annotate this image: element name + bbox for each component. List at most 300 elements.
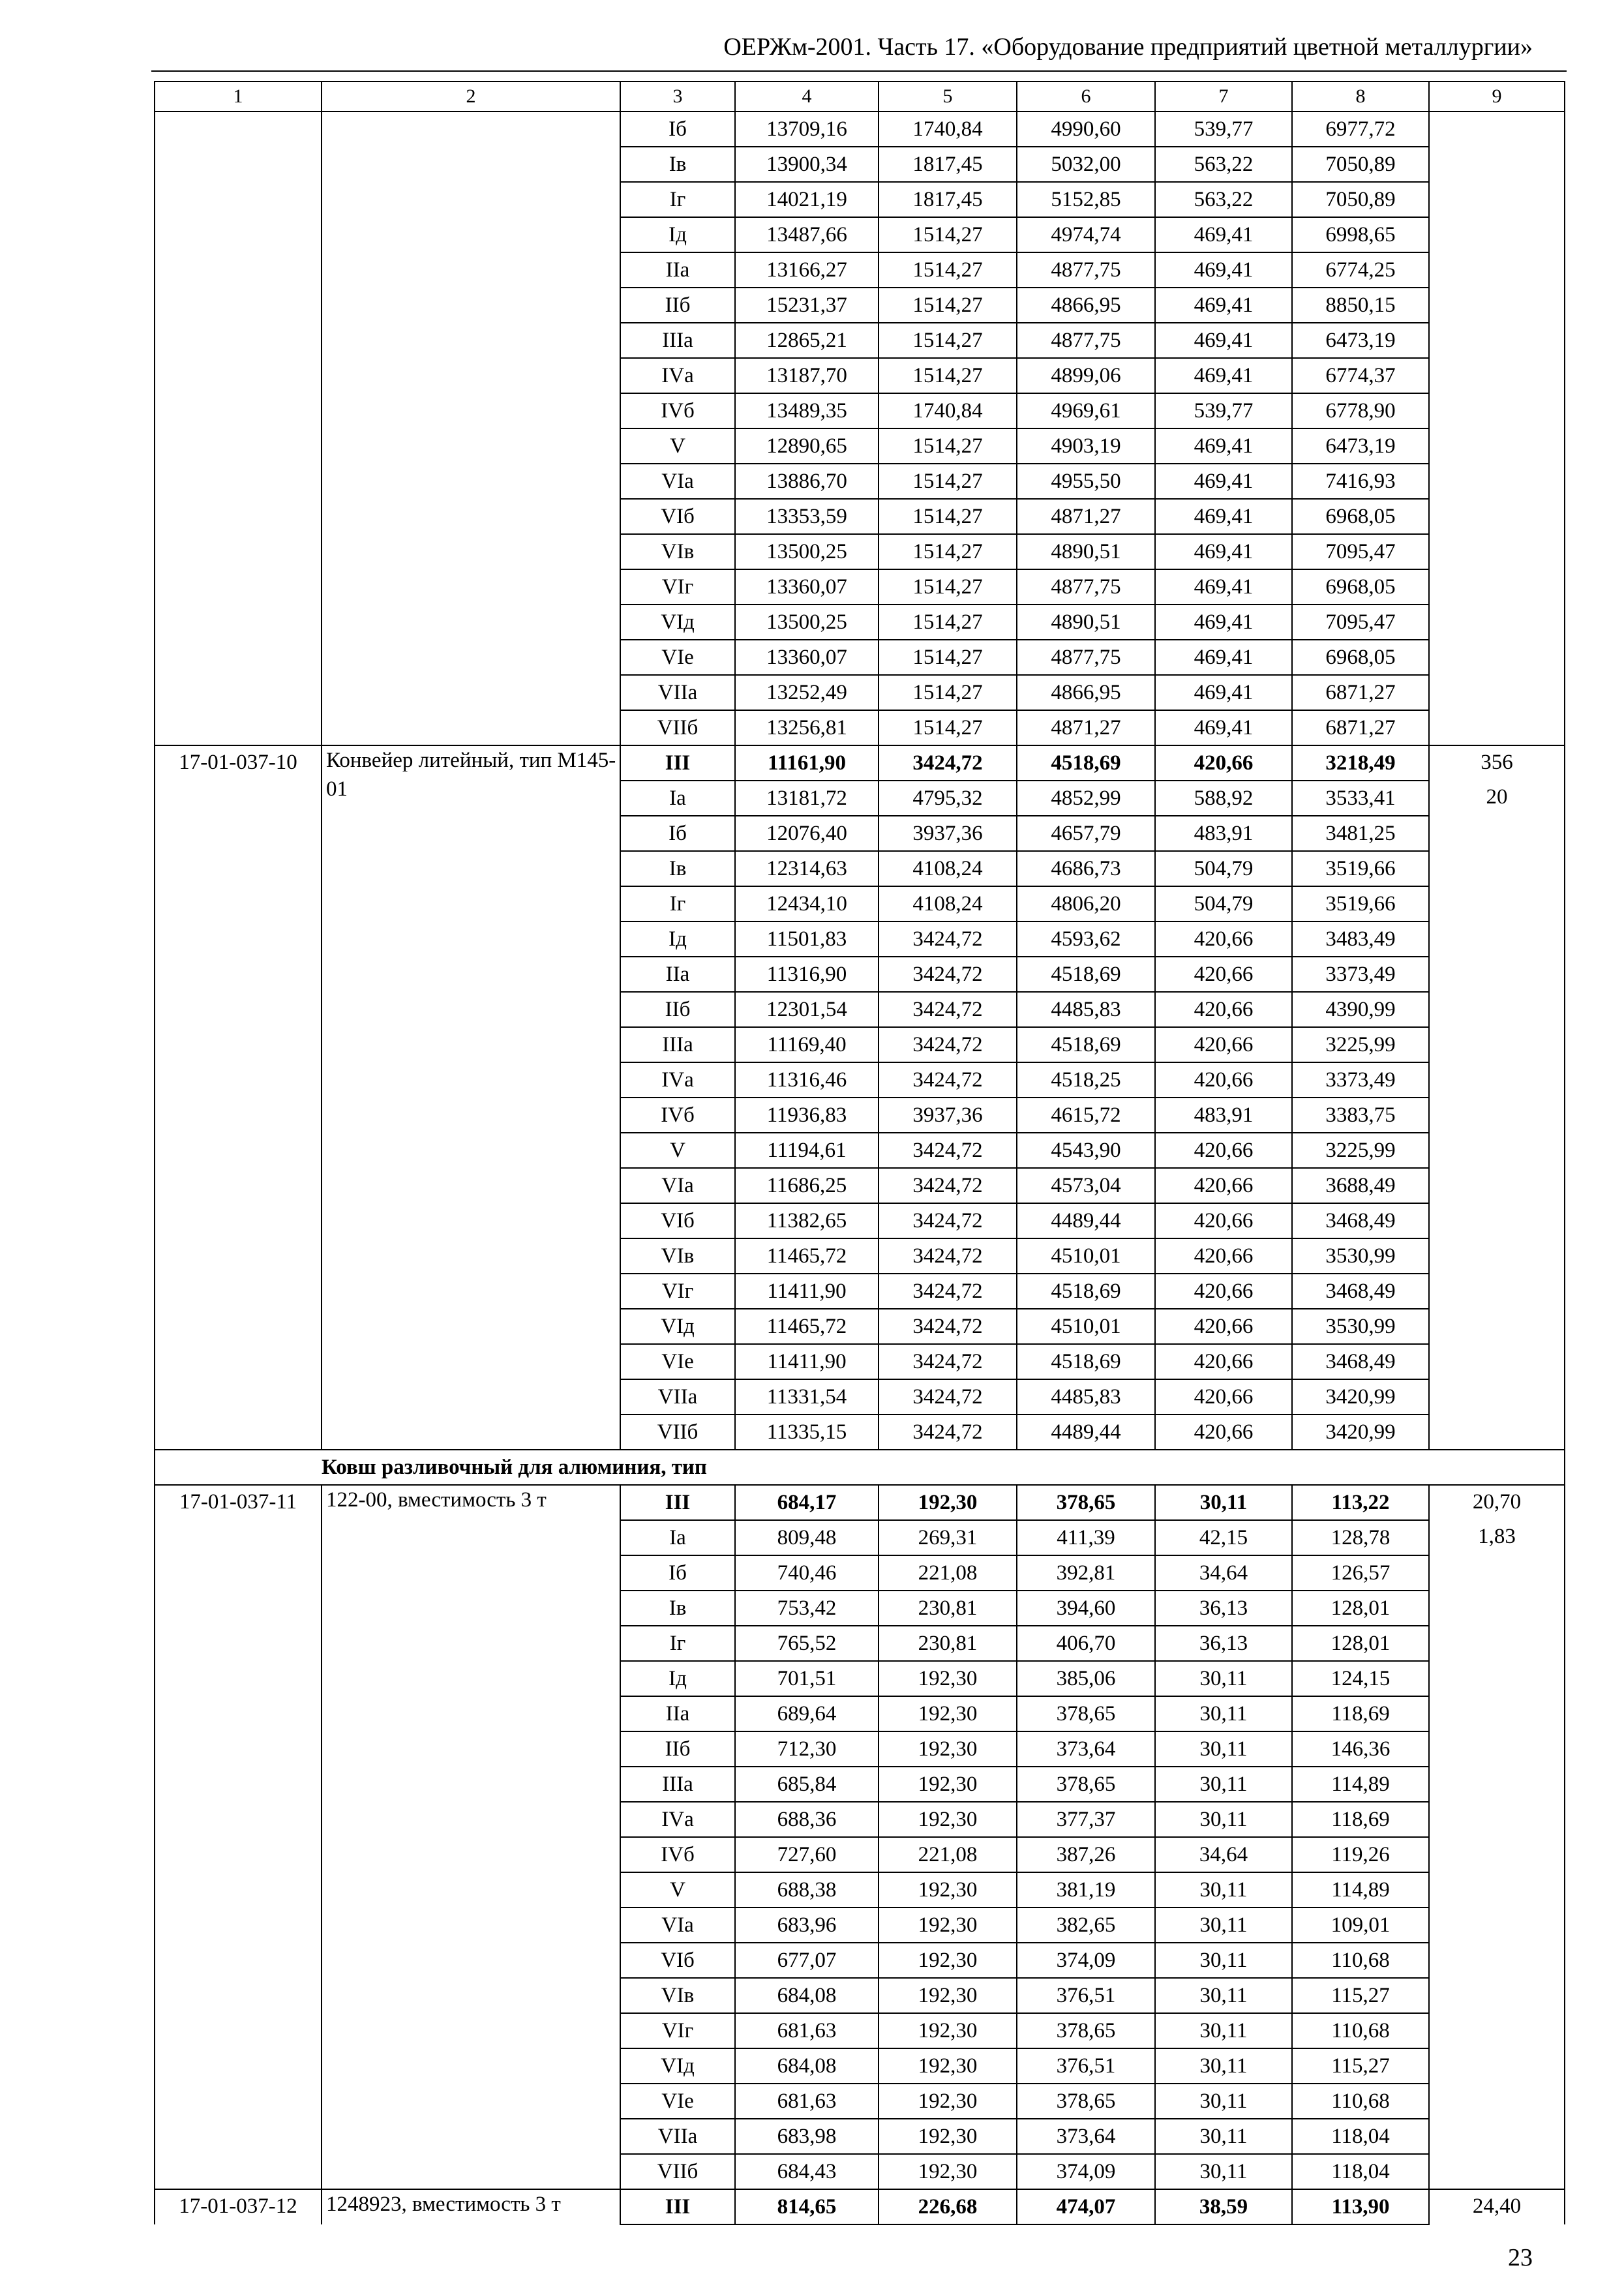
value-cell: 3424,72 <box>879 1309 1017 1344</box>
region-class: V <box>620 428 735 464</box>
resource-name: 122-00, вместимость 3 т <box>322 1485 620 2189</box>
value-cell: 1514,27 <box>879 323 1017 358</box>
value-cell: 11194,61 <box>735 1133 879 1168</box>
region-class: IIIа <box>620 1027 735 1062</box>
value-cell: 3483,49 <box>1292 921 1429 957</box>
value-cell: 4974,74 <box>1017 217 1155 252</box>
value-cell: 1514,27 <box>879 252 1017 288</box>
value-cell: 376,51 <box>1017 2048 1155 2084</box>
page-number: 23 <box>1508 2244 1533 2271</box>
value-cell: 221,08 <box>879 1837 1017 1872</box>
value-cell: 420,66 <box>1155 957 1292 992</box>
value-cell: 1514,27 <box>879 288 1017 323</box>
value-cell: 4866,95 <box>1017 288 1155 323</box>
value-cell: 4518,25 <box>1017 1062 1155 1098</box>
value-cell: 192,30 <box>879 1802 1017 1837</box>
column-number: 1 <box>155 82 322 112</box>
value-cell: 3424,72 <box>879 957 1017 992</box>
region-class: Iа <box>620 1520 735 1555</box>
value-cell: 30,11 <box>1155 2048 1292 2084</box>
value-cell: 146,36 <box>1292 1731 1429 1767</box>
value-cell: 13886,70 <box>735 464 879 499</box>
value-cell: 3424,72 <box>879 1133 1017 1168</box>
value-cell: 677,07 <box>735 1943 879 1978</box>
value-cell: 387,26 <box>1017 1837 1155 1872</box>
col9-value <box>1429 112 1565 147</box>
value-cell: 727,60 <box>735 1837 879 1872</box>
value-cell: 7050,89 <box>1292 147 1429 182</box>
table-row <box>155 745 1565 781</box>
value-cell: 6473,19 <box>1292 428 1429 464</box>
value-cell: 192,30 <box>879 1661 1017 1696</box>
value-cell: 3530,99 <box>1292 1309 1429 1344</box>
value-cell: 814,65 <box>735 2189 879 2224</box>
value-cell: 3468,49 <box>1292 1203 1429 1238</box>
value-cell: 4485,83 <box>1017 992 1155 1027</box>
value-cell: 11331,54 <box>735 1379 879 1414</box>
value-cell: 13187,70 <box>735 358 879 393</box>
region-class: VIIб <box>620 2154 735 2189</box>
column-number-row <box>155 82 1565 112</box>
value-cell: 3937,36 <box>879 1098 1017 1133</box>
resource-name: 1248923, вместимость 3 т <box>322 2189 620 2224</box>
value-cell: 113,90 <box>1292 2189 1429 2224</box>
column-number: 2 <box>322 82 620 112</box>
value-cell: 3373,49 <box>1292 1062 1429 1098</box>
value-cell: 4877,75 <box>1017 569 1155 605</box>
value-cell: 13489,35 <box>735 393 879 428</box>
value-cell: 382,65 <box>1017 1908 1155 1943</box>
value-cell: 6968,05 <box>1292 640 1429 675</box>
value-cell: 378,65 <box>1017 1696 1155 1731</box>
value-cell: 4615,72 <box>1017 1098 1155 1133</box>
value-cell: 420,66 <box>1155 1203 1292 1238</box>
value-cell: 4871,27 <box>1017 710 1155 745</box>
resource-code: 17-01-037-11 <box>155 1485 322 2189</box>
value-cell: 701,51 <box>735 1661 879 1696</box>
region-class: VIа <box>620 464 735 499</box>
value-cell: 192,30 <box>879 2119 1017 2154</box>
value-cell: 392,81 <box>1017 1555 1155 1591</box>
column-number: 8 <box>1292 82 1429 112</box>
region-class: VIе <box>620 2084 735 2119</box>
value-cell: 4518,69 <box>1017 1344 1155 1379</box>
value-cell: 483,91 <box>1155 816 1292 851</box>
value-cell: 3937,36 <box>879 816 1017 851</box>
value-cell: 118,04 <box>1292 2119 1429 2154</box>
region-class: III <box>620 2189 735 2224</box>
value-cell: 110,68 <box>1292 2084 1429 2119</box>
value-cell: 226,68 <box>879 2189 1017 2224</box>
value-cell: 1514,27 <box>879 428 1017 464</box>
region-class: VIа <box>620 1908 735 1943</box>
value-cell: 4969,61 <box>1017 393 1155 428</box>
value-cell: 12434,10 <box>735 886 879 921</box>
value-cell: 192,30 <box>879 1696 1017 1731</box>
region-class: IVб <box>620 1098 735 1133</box>
value-cell: 230,81 <box>879 1626 1017 1661</box>
value-cell: 4510,01 <box>1017 1238 1155 1274</box>
value-cell: 13500,25 <box>735 534 879 569</box>
value-cell: 3424,72 <box>879 1062 1017 1098</box>
value-cell: 3225,99 <box>1292 1027 1429 1062</box>
value-cell: 4877,75 <box>1017 640 1155 675</box>
value-cell: 30,11 <box>1155 1696 1292 1731</box>
value-cell: 30,11 <box>1155 2013 1292 2048</box>
value-cell: 11382,65 <box>735 1203 879 1238</box>
value-cell: 114,89 <box>1292 1767 1429 1802</box>
value-cell: 13900,34 <box>735 147 879 182</box>
value-cell: 11169,40 <box>735 1027 879 1062</box>
value-cell: 381,19 <box>1017 1872 1155 1908</box>
value-cell: 685,84 <box>735 1767 879 1802</box>
value-cell: 1514,27 <box>879 640 1017 675</box>
value-cell: 3420,99 <box>1292 1414 1429 1450</box>
value-cell: 192,30 <box>879 1872 1017 1908</box>
value-cell: 192,30 <box>879 2013 1017 2048</box>
value-cell: 128,01 <box>1292 1626 1429 1661</box>
value-cell: 4877,75 <box>1017 252 1155 288</box>
value-cell: 3424,72 <box>879 992 1017 1027</box>
value-cell: 11316,90 <box>735 957 879 992</box>
value-cell: 3218,49 <box>1292 745 1429 781</box>
value-cell: 126,57 <box>1292 1555 1429 1591</box>
table-row <box>155 112 1565 147</box>
value-cell: 406,70 <box>1017 1626 1155 1661</box>
value-cell: 374,09 <box>1017 1943 1155 1978</box>
value-cell: 469,41 <box>1155 569 1292 605</box>
resource-name <box>322 112 620 745</box>
region-class: IVа <box>620 1802 735 1837</box>
value-cell: 15231,37 <box>735 288 879 323</box>
region-class: IIб <box>620 288 735 323</box>
value-cell: 1514,27 <box>879 675 1017 710</box>
value-cell: 109,01 <box>1292 1908 1429 1943</box>
value-cell: 30,11 <box>1155 2119 1292 2154</box>
col9-value: 20 <box>1429 781 1565 1450</box>
value-cell: 765,52 <box>735 1626 879 1661</box>
value-cell: 3424,72 <box>879 1168 1017 1203</box>
value-cell: 420,66 <box>1155 1168 1292 1203</box>
region-class: V <box>620 1872 735 1908</box>
value-cell: 30,11 <box>1155 1485 1292 1520</box>
value-cell: 13709,16 <box>735 112 879 147</box>
value-cell: 4899,06 <box>1017 358 1155 393</box>
value-cell: 469,41 <box>1155 288 1292 323</box>
value-cell: 712,30 <box>735 1731 879 1767</box>
value-cell: 809,48 <box>735 1520 879 1555</box>
value-cell: 385,06 <box>1017 1661 1155 1696</box>
region-class: Iд <box>620 217 735 252</box>
value-cell: 13487,66 <box>735 217 879 252</box>
region-class: VIа <box>620 1168 735 1203</box>
value-cell: 5032,00 <box>1017 147 1155 182</box>
region-class: VIг <box>620 569 735 605</box>
region-class: VIIб <box>620 1414 735 1450</box>
region-class: Iб <box>620 112 735 147</box>
value-cell: 6968,05 <box>1292 569 1429 605</box>
value-cell: 4955,50 <box>1017 464 1155 499</box>
value-cell: 683,98 <box>735 2119 879 2154</box>
region-class: Iб <box>620 816 735 851</box>
value-cell: 420,66 <box>1155 1027 1292 1062</box>
value-cell: 128,78 <box>1292 1520 1429 1555</box>
region-class: Iг <box>620 182 735 217</box>
value-cell: 3383,75 <box>1292 1098 1429 1133</box>
region-class: VIб <box>620 499 735 534</box>
value-cell: 6473,19 <box>1292 323 1429 358</box>
value-cell: 192,30 <box>879 1731 1017 1767</box>
value-cell: 3530,99 <box>1292 1238 1429 1274</box>
column-number: 5 <box>879 82 1017 112</box>
value-cell: 124,15 <box>1292 1661 1429 1696</box>
value-cell: 1514,27 <box>879 605 1017 640</box>
section-title: Ковш разливочный для алюминия, тип <box>322 1450 1565 1485</box>
value-cell: 6871,27 <box>1292 675 1429 710</box>
value-cell: 4990,60 <box>1017 112 1155 147</box>
section-row <box>155 1450 1565 1485</box>
value-cell: 192,30 <box>879 1485 1017 1520</box>
col9-value: 1,83 <box>1429 1520 1565 2189</box>
value-cell: 118,04 <box>1292 2154 1429 2189</box>
region-class: VIIа <box>620 675 735 710</box>
value-cell: 4390,99 <box>1292 992 1429 1027</box>
value-cell: 411,39 <box>1017 1520 1155 1555</box>
value-cell: 469,41 <box>1155 640 1292 675</box>
region-class: IVа <box>620 358 735 393</box>
value-cell: 1514,27 <box>879 217 1017 252</box>
value-cell: 192,30 <box>879 2048 1017 2084</box>
value-cell: 192,30 <box>879 1908 1017 1943</box>
value-cell: 114,89 <box>1292 1872 1429 1908</box>
value-cell: 3468,49 <box>1292 1344 1429 1379</box>
resource-code: 17-01-037-12 <box>155 2189 322 2224</box>
value-cell: 588,92 <box>1155 781 1292 816</box>
section-blank <box>155 1450 322 1485</box>
resource-code: 17-01-037-10 <box>155 745 322 1450</box>
col9-value: 20,70 <box>1429 1485 1565 1520</box>
value-cell: 13360,07 <box>735 640 879 675</box>
value-cell: 539,77 <box>1155 112 1292 147</box>
value-cell: 38,59 <box>1155 2189 1292 2224</box>
value-cell: 740,46 <box>735 1555 879 1591</box>
region-class: V <box>620 1133 735 1168</box>
value-cell: 563,22 <box>1155 147 1292 182</box>
value-cell: 4518,69 <box>1017 957 1155 992</box>
value-cell: 6871,27 <box>1292 710 1429 745</box>
value-cell: 192,30 <box>879 2154 1017 2189</box>
value-cell: 3420,99 <box>1292 1379 1429 1414</box>
column-number: 7 <box>1155 82 1292 112</box>
region-class: VIв <box>620 534 735 569</box>
region-class: VIб <box>620 1203 735 1238</box>
header-rule <box>151 70 1567 72</box>
value-cell: 4510,01 <box>1017 1309 1155 1344</box>
value-cell: 4686,73 <box>1017 851 1155 886</box>
value-cell: 11316,46 <box>735 1062 879 1098</box>
value-cell: 1514,27 <box>879 464 1017 499</box>
value-cell: 4852,99 <box>1017 781 1155 816</box>
region-class: VIд <box>620 2048 735 2084</box>
value-cell: 1514,27 <box>879 710 1017 745</box>
value-cell: 373,64 <box>1017 2119 1155 2154</box>
value-cell: 1514,27 <box>879 569 1017 605</box>
value-cell: 3225,99 <box>1292 1133 1429 1168</box>
region-class: VIе <box>620 640 735 675</box>
value-cell: 483,91 <box>1155 1098 1292 1133</box>
value-cell: 4593,62 <box>1017 921 1155 957</box>
value-cell: 4573,04 <box>1017 1168 1155 1203</box>
table-row <box>155 1485 1565 1520</box>
value-cell: 6774,25 <box>1292 252 1429 288</box>
value-cell: 469,41 <box>1155 499 1292 534</box>
value-cell: 115,27 <box>1292 2048 1429 2084</box>
value-cell: 192,30 <box>879 1978 1017 2013</box>
value-cell: 13360,07 <box>735 569 879 605</box>
value-cell: 5152,85 <box>1017 182 1155 217</box>
value-cell: 3519,66 <box>1292 886 1429 921</box>
value-cell: 539,77 <box>1155 393 1292 428</box>
value-cell: 373,64 <box>1017 1731 1155 1767</box>
column-number: 4 <box>735 82 879 112</box>
value-cell: 11501,83 <box>735 921 879 957</box>
value-cell: 3468,49 <box>1292 1274 1429 1309</box>
value-cell: 4877,75 <box>1017 323 1155 358</box>
value-cell: 3373,49 <box>1292 957 1429 992</box>
region-class: III <box>620 1485 735 1520</box>
region-class: VIд <box>620 1309 735 1344</box>
value-cell: 684,43 <box>735 2154 879 2189</box>
value-cell: 688,36 <box>735 1802 879 1837</box>
value-cell: 4903,19 <box>1017 428 1155 464</box>
value-cell: 4866,95 <box>1017 675 1155 710</box>
value-cell: 420,66 <box>1155 992 1292 1027</box>
value-cell: 13252,49 <box>735 675 879 710</box>
value-cell: 30,11 <box>1155 1802 1292 1837</box>
value-cell: 13256,81 <box>735 710 879 745</box>
value-cell: 378,65 <box>1017 2084 1155 2119</box>
value-cell: 420,66 <box>1155 745 1292 781</box>
value-cell: 4485,83 <box>1017 1379 1155 1414</box>
value-cell: 7095,47 <box>1292 534 1429 569</box>
value-cell: 30,11 <box>1155 1943 1292 1978</box>
region-class: VIд <box>620 605 735 640</box>
value-cell: 3519,66 <box>1292 851 1429 886</box>
value-cell: 13353,59 <box>735 499 879 534</box>
value-cell: 118,69 <box>1292 1696 1429 1731</box>
column-number: 3 <box>620 82 735 112</box>
value-cell: 13500,25 <box>735 605 879 640</box>
value-cell: 12301,54 <box>735 992 879 1027</box>
value-cell: 192,30 <box>879 2084 1017 2119</box>
value-cell: 110,68 <box>1292 1943 1429 1978</box>
region-class: IIа <box>620 957 735 992</box>
value-cell: 3424,72 <box>879 1344 1017 1379</box>
value-cell: 30,11 <box>1155 2084 1292 2119</box>
value-cell: 376,51 <box>1017 1978 1155 2013</box>
value-cell: 420,66 <box>1155 921 1292 957</box>
value-cell: 4543,90 <box>1017 1133 1155 1168</box>
value-cell: 394,60 <box>1017 1591 1155 1626</box>
value-cell: 34,64 <box>1155 1555 1292 1591</box>
value-cell: 12865,21 <box>735 323 879 358</box>
value-cell: 469,41 <box>1155 464 1292 499</box>
value-cell: 4518,69 <box>1017 1274 1155 1309</box>
value-cell: 689,64 <box>735 1696 879 1731</box>
col9-value: 24,40 <box>1429 2189 1565 2224</box>
value-cell: 504,79 <box>1155 851 1292 886</box>
value-cell: 4489,44 <box>1017 1203 1155 1238</box>
value-cell: 504,79 <box>1155 886 1292 921</box>
value-cell: 684,17 <box>735 1485 879 1520</box>
value-cell: 420,66 <box>1155 1344 1292 1379</box>
value-cell: 378,65 <box>1017 1485 1155 1520</box>
value-cell: 3424,72 <box>879 1379 1017 1414</box>
value-cell: 4108,24 <box>879 851 1017 886</box>
value-cell: 42,15 <box>1155 1520 1292 1555</box>
region-class: Iв <box>620 1591 735 1626</box>
value-cell: 420,66 <box>1155 1379 1292 1414</box>
value-cell: 4890,51 <box>1017 534 1155 569</box>
value-cell: 1740,84 <box>879 393 1017 428</box>
region-class: Iд <box>620 921 735 957</box>
value-cell: 3481,25 <box>1292 816 1429 851</box>
value-cell: 34,64 <box>1155 1837 1292 1872</box>
value-cell: 3533,41 <box>1292 781 1429 816</box>
value-cell: 469,41 <box>1155 710 1292 745</box>
region-class: VIв <box>620 1238 735 1274</box>
value-cell: 377,37 <box>1017 1802 1155 1837</box>
value-cell: 192,30 <box>879 1943 1017 1978</box>
value-cell: 420,66 <box>1155 1274 1292 1309</box>
value-cell: 13181,72 <box>735 781 879 816</box>
value-cell: 3424,72 <box>879 921 1017 957</box>
region-class: IIб <box>620 1731 735 1767</box>
value-cell: 4871,27 <box>1017 499 1155 534</box>
value-cell: 4795,32 <box>879 781 1017 816</box>
value-cell: 119,26 <box>1292 1837 1429 1872</box>
region-class: IVа <box>620 1062 735 1098</box>
value-cell: 11411,90 <box>735 1274 879 1309</box>
region-class: IIа <box>620 1696 735 1731</box>
value-cell: 30,11 <box>1155 1767 1292 1802</box>
region-class: Iб <box>620 1555 735 1591</box>
value-cell: 469,41 <box>1155 358 1292 393</box>
resource-name: Конвейер литейный, тип М145-01 <box>322 745 620 1450</box>
value-cell: 469,41 <box>1155 605 1292 640</box>
region-class: IVб <box>620 393 735 428</box>
value-cell: 420,66 <box>1155 1309 1292 1344</box>
value-cell: 3424,72 <box>879 1414 1017 1450</box>
value-cell: 11161,90 <box>735 745 879 781</box>
value-cell: 684,08 <box>735 2048 879 2084</box>
value-cell: 420,66 <box>1155 1062 1292 1098</box>
region-class: VIIа <box>620 2119 735 2154</box>
value-cell: 374,09 <box>1017 2154 1155 2189</box>
value-cell: 4890,51 <box>1017 605 1155 640</box>
value-cell: 30,11 <box>1155 1731 1292 1767</box>
value-cell: 474,07 <box>1017 2189 1155 2224</box>
value-cell: 1514,27 <box>879 358 1017 393</box>
value-cell: 36,13 <box>1155 1591 1292 1626</box>
value-cell: 14021,19 <box>735 182 879 217</box>
region-class: VIв <box>620 1978 735 2013</box>
page-header-title: ОЕРЖм-2001. Часть 17. «Оборудование предприятий цветной металлургии» <box>723 33 1533 61</box>
col9-value: 356 <box>1429 745 1565 781</box>
region-class: VIIб <box>620 710 735 745</box>
region-class: III <box>620 745 735 781</box>
value-cell: 11335,15 <box>735 1414 879 1450</box>
